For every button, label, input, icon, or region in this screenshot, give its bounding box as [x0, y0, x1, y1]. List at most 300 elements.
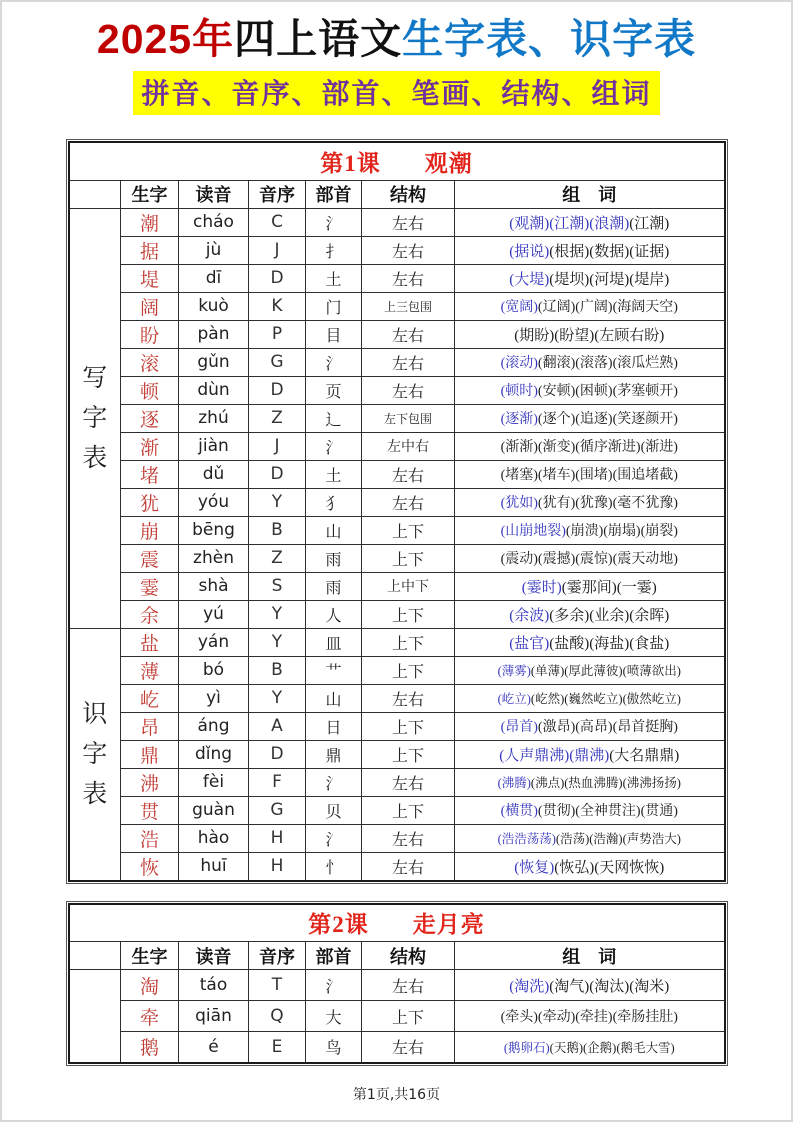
table-row	[69, 348, 725, 376]
character-cell: 贯	[121, 796, 179, 824]
character-cell: 潮	[121, 208, 179, 236]
structure-cell: 左右	[362, 376, 455, 404]
words-cell	[455, 236, 725, 264]
word: (牵肠挂肚)	[612, 1010, 678, 1026]
word: (堵车)	[537, 468, 576, 484]
word: (期盼)	[514, 327, 555, 344]
word: (高昂)	[575, 720, 613, 736]
character-cell: 滚	[121, 348, 179, 376]
structure-cell: 左右	[362, 320, 455, 348]
word: (沸点)	[530, 776, 565, 791]
word: (滚落)	[575, 356, 613, 372]
alphabetical-order-cell: S	[249, 572, 306, 600]
column-header: 结构	[362, 942, 455, 970]
radical-cell: 忄	[306, 852, 362, 881]
radical-cell: 氵	[306, 208, 362, 236]
pinyin-cell: dī	[179, 264, 249, 292]
table-row	[69, 768, 725, 796]
words-cell	[455, 768, 725, 796]
words-cell	[455, 628, 725, 656]
alphabetical-order-cell: A	[249, 712, 306, 740]
word: (左顾右盼)	[594, 327, 665, 344]
word-highlighted: (余波)	[509, 607, 550, 624]
alphabetical-order-cell: Z	[249, 404, 306, 432]
table-row	[69, 852, 725, 881]
word: (贯彻)	[537, 804, 576, 820]
words-cell	[455, 404, 725, 432]
alphabetical-order-cell: B	[249, 656, 306, 684]
word-highlighted: (江潮)	[549, 215, 590, 232]
character-cell: 渐	[121, 432, 179, 460]
pinyin-cell: shà	[179, 572, 249, 600]
word: (安顿)	[537, 384, 576, 400]
structure-cell: 左下包围	[362, 404, 455, 432]
word: (屹然)	[530, 692, 565, 707]
word: (海盐)	[589, 635, 630, 652]
word: (崩塌)	[603, 524, 641, 540]
table-row	[69, 740, 725, 768]
word: (大名鼎鼎)	[609, 747, 680, 764]
section-label: 识 字 表	[69, 628, 121, 881]
table-row	[69, 656, 725, 684]
label-column-header-empty	[69, 942, 121, 970]
words-cell	[455, 572, 725, 600]
pinyin-cell: bēng	[179, 516, 249, 544]
word-highlighted: (鼎沸)	[569, 747, 610, 764]
character-cell: 薄	[121, 656, 179, 684]
alphabetical-order-cell: Y	[249, 628, 306, 656]
structure-cell: 左右	[362, 208, 455, 236]
column-header: 组 词	[455, 180, 725, 208]
words-cell	[455, 740, 725, 768]
word-highlighted: (霎时)	[521, 579, 562, 596]
structure-cell: 左右	[362, 488, 455, 516]
word: (犹豫)	[575, 496, 613, 512]
column-header: 音序	[249, 942, 306, 970]
pinyin-cell: dùn	[179, 376, 249, 404]
word-highlighted: (山崩地裂)	[500, 524, 566, 540]
alphabetical-order-cell: C	[249, 208, 306, 236]
words-cell	[455, 516, 725, 544]
pinyin-cell: dǔ	[179, 460, 249, 488]
structure-cell: 左右	[362, 684, 455, 712]
pinyin-cell: jiàn	[179, 432, 249, 460]
lesson-title	[69, 142, 725, 180]
word: (笑逐颜开)	[612, 412, 678, 428]
word: (震惊)	[575, 552, 613, 568]
radical-cell: 日	[306, 712, 362, 740]
table-row	[69, 264, 725, 292]
word: (堤坝)	[549, 271, 590, 288]
structure-cell: 左右	[362, 348, 455, 376]
word: (霎那间)	[561, 579, 617, 596]
table-row	[69, 516, 725, 544]
word: (海阔天空)	[612, 300, 678, 316]
word: (逐个)	[537, 412, 576, 428]
words-cell	[455, 208, 725, 236]
pinyin-cell: huī	[179, 852, 249, 881]
pinyin-cell: yán	[179, 628, 249, 656]
radical-cell: 页	[306, 376, 362, 404]
pinyin-cell: yì	[179, 684, 249, 712]
structure-cell: 上三包围	[362, 292, 455, 320]
radical-cell: 山	[306, 516, 362, 544]
word: (食盐)	[629, 635, 670, 652]
radical-cell: 土	[306, 460, 362, 488]
word: (多余)	[549, 607, 590, 624]
radical-cell: 贝	[306, 796, 362, 824]
word-highlighted: (淘洗)	[509, 978, 550, 995]
page-title-year: 2025年	[96, 16, 235, 62]
pinyin-cell: dǐng	[179, 740, 249, 768]
word: (余晖)	[629, 607, 670, 624]
pinyin-cell: zhú	[179, 404, 249, 432]
word: (证据)	[629, 243, 670, 260]
lesson-name: 观潮	[424, 150, 473, 176]
pinyin-cell: fèi	[179, 768, 249, 796]
word: (犹有)	[537, 496, 576, 512]
lesson-name: 走月亮	[412, 912, 485, 938]
word: (淘气)	[549, 978, 590, 995]
word: (鹅毛大雪)	[616, 1040, 675, 1055]
radical-cell: 氵	[306, 970, 362, 1001]
word-highlighted: (鹅卵石)	[503, 1040, 550, 1055]
pinyin-cell: yú	[179, 600, 249, 628]
table-row	[69, 1032, 725, 1063]
table-row	[69, 488, 725, 516]
lesson-tables-container	[68, 141, 726, 1064]
word: (贯通)	[640, 804, 678, 820]
character-cell: 犹	[121, 488, 179, 516]
pinyin-cell: qiān	[179, 1001, 249, 1032]
word-highlighted: (据说)	[509, 243, 550, 260]
alphabetical-order-cell: J	[249, 236, 306, 264]
radical-cell: 氵	[306, 348, 362, 376]
word-highlighted: (人声鼎沸)	[499, 747, 570, 764]
radical-cell: 土	[306, 264, 362, 292]
word: (广阔)	[575, 300, 613, 316]
structure-cell: 左右	[362, 264, 455, 292]
table-row	[69, 970, 725, 1001]
pinyin-cell: guàn	[179, 796, 249, 824]
column-header: 组 词	[455, 942, 725, 970]
word: (盼望)	[554, 327, 595, 344]
word-highlighted: (横贯)	[500, 804, 538, 820]
words-cell	[455, 824, 725, 852]
alphabetical-order-cell: B	[249, 516, 306, 544]
pinyin-cell: gǔn	[179, 348, 249, 376]
column-header: 读音	[179, 942, 249, 970]
word: (围堵)	[575, 468, 613, 484]
word: (全神贯注)	[575, 804, 641, 820]
radical-cell: 艹	[306, 656, 362, 684]
words-cell	[455, 320, 725, 348]
words-cell	[455, 600, 725, 628]
table-row	[69, 712, 725, 740]
pinyin-cell: kuò	[179, 292, 249, 320]
table-row	[69, 432, 725, 460]
words-cell	[455, 852, 725, 881]
word-highlighted: (顿时)	[500, 384, 538, 400]
table-row	[69, 292, 725, 320]
column-header: 生字	[121, 180, 179, 208]
words-cell	[455, 1001, 725, 1032]
subtitle-highlighted: 拼音、音序、部首、笔画、结构、组词	[133, 71, 659, 115]
structure-cell: 左右	[362, 768, 455, 796]
radical-cell: 目	[306, 320, 362, 348]
radical-cell: 人	[306, 600, 362, 628]
word: (热血沸腾)	[564, 776, 623, 791]
word: (淘米)	[629, 978, 670, 995]
table-row	[69, 684, 725, 712]
word-highlighted: (屹立)	[497, 692, 531, 707]
radical-cell: 鸟	[306, 1032, 362, 1063]
character-cell: 恢	[121, 852, 179, 881]
alphabetical-order-cell: D	[249, 740, 306, 768]
structure-cell: 左右	[362, 460, 455, 488]
word-highlighted: (宽阔)	[500, 300, 538, 316]
word: (业余)	[589, 607, 630, 624]
word: (渐变)	[537, 440, 576, 456]
structure-cell: 左右	[362, 1032, 455, 1063]
word: (声势浩大)	[622, 832, 681, 847]
table-row	[69, 796, 725, 824]
words-cell	[455, 544, 725, 572]
word: (牵挂)	[575, 1010, 613, 1026]
word: (翻滚)	[537, 356, 576, 372]
word: (盐酸)	[549, 635, 590, 652]
column-header: 结构	[362, 180, 455, 208]
word: (渐进)	[640, 440, 678, 456]
character-cell: 浩	[121, 824, 179, 852]
character-cell: 鼎	[121, 740, 179, 768]
table-row	[69, 572, 725, 600]
radical-cell: 雨	[306, 572, 362, 600]
alphabetical-order-cell: Y	[249, 684, 306, 712]
character-cell: 堤	[121, 264, 179, 292]
radical-cell: 山	[306, 684, 362, 712]
words-cell	[455, 376, 725, 404]
word-highlighted: (薄雾)	[497, 664, 531, 679]
pinyin-cell: cháo	[179, 208, 249, 236]
alphabetical-order-cell: D	[249, 376, 306, 404]
words-cell	[455, 292, 725, 320]
word: (沸沸扬扬)	[622, 776, 681, 791]
character-cell: 牵	[121, 1001, 179, 1032]
radical-cell: 门	[306, 292, 362, 320]
table-row	[69, 320, 725, 348]
column-header: 读音	[179, 180, 249, 208]
word: (单薄)	[530, 664, 565, 679]
word: (一霎)	[616, 579, 657, 596]
words-cell	[455, 264, 725, 292]
word-highlighted: (大堤)	[509, 271, 550, 288]
character-cell: 昂	[121, 712, 179, 740]
word: (困顿)	[575, 384, 613, 400]
word: (激昂)	[537, 720, 576, 736]
word-highlighted: (浪潮)	[589, 215, 630, 232]
table-row	[69, 376, 725, 404]
alphabetical-order-cell: Z	[249, 544, 306, 572]
table-row	[69, 404, 725, 432]
character-cell: 沸	[121, 768, 179, 796]
character-cell: 盼	[121, 320, 179, 348]
word: (堵塞)	[500, 468, 538, 484]
word: (天网恢恢)	[594, 859, 665, 876]
subtitle-row	[0, 71, 793, 115]
word: (傲然屹立)	[622, 692, 681, 707]
character-cell: 淘	[121, 970, 179, 1001]
word: (河堤)	[589, 271, 630, 288]
word-highlighted: (昂首)	[500, 720, 538, 736]
label-column-header-empty	[69, 180, 121, 208]
word-highlighted: (逐渐)	[500, 412, 538, 428]
word: (辽阔)	[537, 300, 576, 316]
word: (围追堵截)	[612, 468, 678, 484]
structure-cell: 左右	[362, 852, 455, 881]
word: (厚此薄彼)	[564, 664, 623, 679]
table-row	[69, 460, 725, 488]
table-row	[69, 628, 725, 656]
structure-cell: 左右	[362, 970, 455, 1001]
pinyin-cell: pàn	[179, 320, 249, 348]
word: (江潮)	[629, 215, 670, 232]
table-row	[69, 208, 725, 236]
alphabetical-order-cell: E	[249, 1032, 306, 1063]
word: (追逐)	[575, 412, 613, 428]
pinyin-cell: é	[179, 1032, 249, 1063]
pinyin-cell: táo	[179, 970, 249, 1001]
word: (淘汰)	[589, 978, 630, 995]
words-cell	[455, 796, 725, 824]
table-row	[69, 236, 725, 264]
structure-cell: 上下	[362, 796, 455, 824]
word: (堤岸)	[629, 271, 670, 288]
pinyin-cell: hào	[179, 824, 249, 852]
pinyin-cell: yóu	[179, 488, 249, 516]
word: (恢弘)	[554, 859, 595, 876]
words-cell	[455, 1032, 725, 1063]
lesson-table	[68, 903, 726, 1064]
page-number: 第1页,共16页	[352, 1087, 441, 1103]
structure-cell: 上下	[362, 600, 455, 628]
word: (根据)	[549, 243, 590, 260]
table-row	[69, 600, 725, 628]
structure-cell: 左中右	[362, 432, 455, 460]
structure-cell: 上下	[362, 1001, 455, 1032]
word: (渐渐)	[500, 440, 538, 456]
character-cell: 逐	[121, 404, 179, 432]
word: (震天动地)	[612, 552, 678, 568]
words-cell	[455, 970, 725, 1001]
word: (牵头)	[500, 1010, 538, 1026]
alphabetical-order-cell: Y	[249, 600, 306, 628]
character-cell: 顿	[121, 376, 179, 404]
word: (浩瀚)	[589, 832, 623, 847]
radical-cell: 犭	[306, 488, 362, 516]
structure-cell: 上下	[362, 740, 455, 768]
pinyin-cell: bó	[179, 656, 249, 684]
word: (数据)	[589, 243, 630, 260]
table-row	[69, 544, 725, 572]
alphabetical-order-cell: G	[249, 796, 306, 824]
pinyin-cell: áng	[179, 712, 249, 740]
word: (昂首挺胸)	[612, 720, 678, 736]
word-highlighted: (犹如)	[500, 496, 538, 512]
word: (滚瓜烂熟)	[612, 356, 678, 372]
page-title	[0, 16, 793, 63]
word: (崩裂)	[640, 524, 678, 540]
alphabetical-order-cell: D	[249, 460, 306, 488]
word: (企鹅)	[583, 1040, 617, 1055]
word: (浩荡)	[555, 832, 590, 847]
alphabetical-order-cell: Y	[249, 488, 306, 516]
structure-cell: 上下	[362, 656, 455, 684]
alphabetical-order-cell: D	[249, 264, 306, 292]
structure-cell: 上下	[362, 712, 455, 740]
character-cell: 鹅	[121, 1032, 179, 1063]
structure-cell: 上下	[362, 516, 455, 544]
alphabetical-order-cell: H	[249, 824, 306, 852]
word-highlighted: (浩浩荡荡)	[497, 832, 556, 847]
words-cell	[455, 348, 725, 376]
word-highlighted: (恢复)	[514, 859, 555, 876]
table-row	[69, 824, 725, 852]
section-label: 写 字 表	[69, 208, 121, 628]
radical-cell: 氵	[306, 824, 362, 852]
structure-cell: 上中下	[362, 572, 455, 600]
word: (震撼)	[537, 552, 576, 568]
alphabetical-order-cell: P	[249, 320, 306, 348]
table-row	[69, 1001, 725, 1032]
page-title-subject: 四上语文	[234, 16, 403, 62]
radical-cell: 雨	[306, 544, 362, 572]
radical-cell: 鼎	[306, 740, 362, 768]
word-highlighted: (滚动)	[500, 356, 538, 372]
alphabetical-order-cell: Q	[249, 1001, 306, 1032]
words-cell	[455, 684, 725, 712]
lesson-title	[69, 904, 725, 942]
radical-cell: 扌	[306, 236, 362, 264]
words-cell	[455, 460, 725, 488]
character-cell: 震	[121, 544, 179, 572]
word: (崩溃)	[565, 524, 604, 540]
page-title-tables: 生字表、识字表	[402, 16, 697, 62]
character-cell: 屹	[121, 684, 179, 712]
words-cell	[455, 488, 725, 516]
words-cell	[455, 432, 725, 460]
word: (毫不犹豫)	[612, 496, 678, 512]
radical-cell: 氵	[306, 768, 362, 796]
structure-cell: 上下	[362, 628, 455, 656]
alphabetical-order-cell: H	[249, 852, 306, 881]
alphabetical-order-cell: K	[249, 292, 306, 320]
word: (牵动)	[537, 1010, 576, 1026]
word: (巍然屹立)	[564, 692, 623, 707]
column-header: 部首	[306, 942, 362, 970]
word-highlighted: (观潮)	[509, 215, 550, 232]
column-header: 生字	[121, 942, 179, 970]
structure-cell: 左右	[362, 824, 455, 852]
word: (喷薄欲出)	[622, 664, 681, 679]
section-label	[69, 970, 121, 1063]
word-highlighted: (沸腾)	[497, 776, 531, 791]
word-highlighted: (盐官)	[509, 635, 550, 652]
lesson-table	[68, 141, 726, 882]
lesson-number: 第1课	[320, 150, 381, 176]
character-cell: 崩	[121, 516, 179, 544]
character-cell: 堵	[121, 460, 179, 488]
